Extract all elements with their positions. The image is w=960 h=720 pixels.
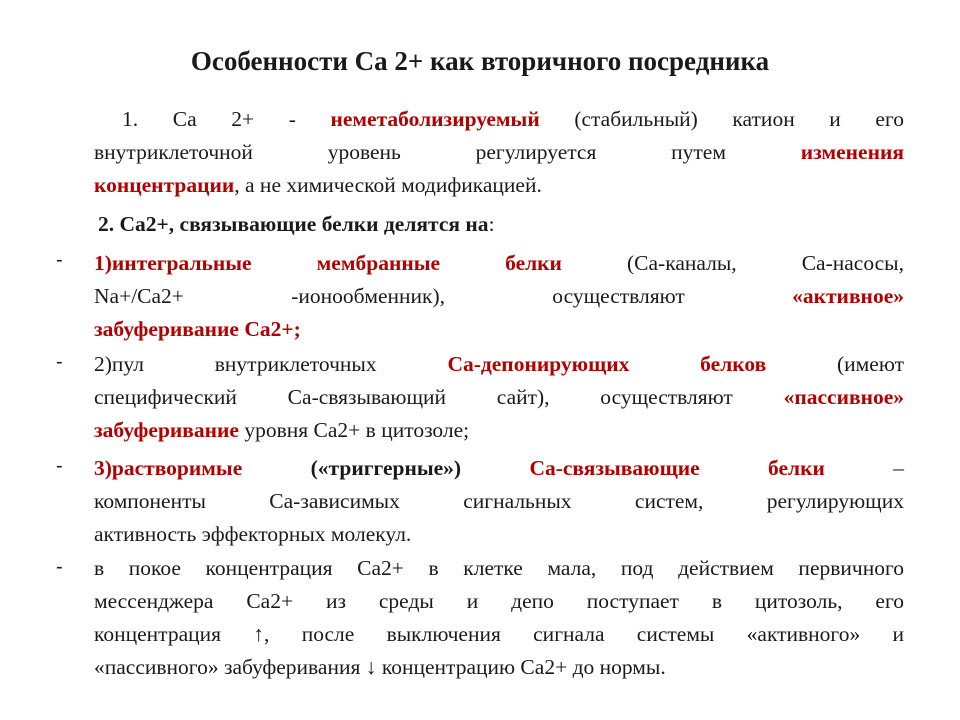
list-item-2-line-3	[94, 414, 904, 447]
text-run: , а не химической модификацией.	[234, 173, 542, 197]
text-run: мессенджера Ca2+ из среды и депо поступает в цитозоль, его	[94, 589, 904, 613]
text-run: «пассивного» забуферивания ↓ концентрацию Ca2+ до нормы.	[94, 655, 666, 679]
list-item-2-line-1	[94, 348, 904, 381]
highlight-term: концентрации	[94, 173, 235, 197]
bullet-dash: -	[56, 351, 63, 373]
highlight-term: Са-связывающие белки	[529, 456, 825, 480]
text-run: уровня Ca2+ в цитозоле;	[238, 418, 470, 442]
bold-term: («триггерные»)	[242, 456, 530, 480]
bullet-dash: -	[56, 556, 63, 578]
highlight-term: 3)растворимые	[94, 456, 243, 480]
text-run: концентрация ↑, после выключения сигнала системы «активного» и	[94, 622, 904, 646]
highlight-term: забуферивание Ca2+;	[94, 317, 301, 341]
highlight-term: Са-депонирующих белков	[447, 352, 767, 376]
paragraph-1-line-3	[94, 169, 904, 202]
paragraph-2-line	[98, 208, 908, 241]
slide-title: Особенности Ca 2+ как вторичного посредника	[190, 46, 770, 76]
highlight-term: неметаболизируемый	[330, 107, 540, 131]
text-run: Na+/Ca2+ -ионообменник), осуществляют	[94, 284, 793, 308]
list-item-1-line-3	[94, 313, 904, 346]
text-run: внутриклеточной уровень регулируется путем	[94, 140, 801, 164]
list-item-3	[94, 452, 904, 551]
text-run: (Са-каналы, Са-насосы,	[561, 251, 904, 275]
list-item-1-line-1	[94, 247, 904, 280]
text-run: 2)пул внутриклеточных	[94, 352, 448, 376]
text-run: (имеют	[766, 352, 904, 376]
text-run: (стабильный) катион и его	[539, 107, 904, 131]
list-item-3-line-3	[94, 518, 904, 551]
text-run: активность эффекторных молекул.	[94, 522, 412, 546]
list-item-3-line-1	[94, 452, 904, 485]
text-run: компоненты Са-зависимых сигнальных систем, регулирующих	[94, 489, 904, 513]
list-item-1	[94, 247, 904, 346]
highlight-term: «пассивное»	[783, 385, 904, 409]
highlight-term: изменения	[800, 140, 904, 164]
section-heading: 2. Са2+, связывающие белки делятся на	[98, 212, 489, 236]
list-item-4-line-3	[94, 618, 904, 651]
paragraph-1-line-1	[94, 103, 904, 136]
list-item-4	[94, 552, 904, 684]
list-item-4-line-4	[94, 651, 904, 684]
highlight-term: забуферивание	[94, 418, 239, 442]
text-run: 1. Ca 2+ -	[122, 107, 331, 131]
list-item-2-line-2	[94, 381, 904, 414]
text-run: –	[824, 456, 904, 480]
list-item-2	[94, 348, 904, 447]
bullet-dash: -	[56, 455, 63, 477]
list-item-4-line-1	[94, 552, 904, 585]
paragraph-1-line-2	[94, 136, 904, 169]
text-run: :	[488, 212, 495, 236]
text-run: специфический Са-связывающий сайт), осуществляют	[94, 385, 784, 409]
highlight-term: «активное»	[792, 284, 904, 308]
bullet-dash: -	[56, 249, 63, 271]
paragraph-2	[98, 208, 908, 241]
highlight-term: 1)интегральные мембранные белки	[94, 251, 562, 275]
list-item-3-line-2	[94, 485, 904, 518]
list-item-1-line-2	[94, 280, 904, 313]
text-run: в покое концентрация Ca2+ в клетке мала, под действием первичного	[94, 556, 904, 580]
list-item-4-line-2	[94, 585, 904, 618]
paragraph-1	[94, 103, 904, 202]
